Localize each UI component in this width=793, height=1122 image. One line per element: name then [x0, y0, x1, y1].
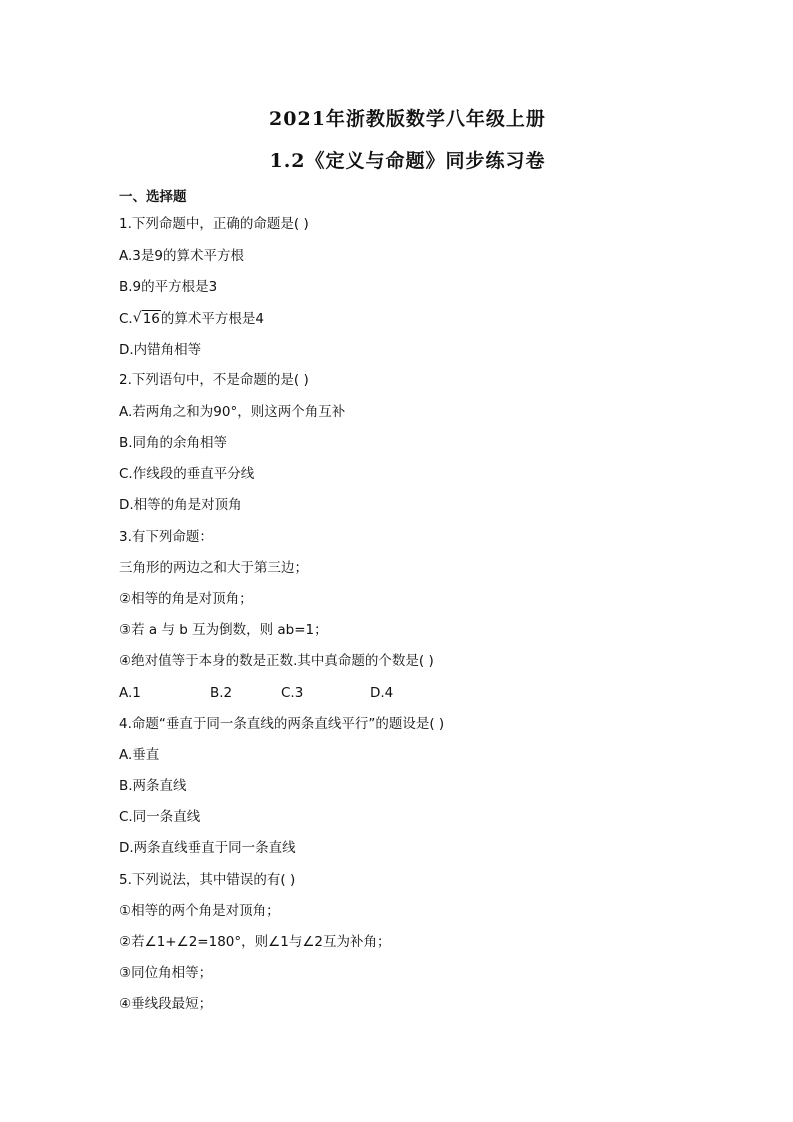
question-2-option-a: A.若两角之和为90°，则这两个角互补	[119, 404, 346, 420]
question-2-stem: 2.下列语句中，不是命题的是( )	[119, 372, 309, 388]
question-3-stem: 3.有下列命题：	[119, 529, 213, 545]
radical-sign: √	[132, 310, 142, 326]
section-heading: 一、选择题	[119, 189, 187, 205]
question-4-option-a: A.垂直	[119, 747, 160, 763]
question-5-statement-1: ①相等的两个角是对顶角；	[119, 903, 280, 919]
question-1-stem: 1.下列命题中，正确的命题是( )	[119, 216, 309, 232]
radicand: 16	[142, 311, 160, 327]
question-5-statement-3: ③同位角相等；	[119, 965, 213, 981]
question-1-option-a: A.3是9的算术平方根	[119, 248, 244, 264]
question-3-option-c: C.3	[281, 685, 304, 701]
question-2-option-b: B.同角的余角相等	[119, 435, 228, 451]
question-1-option-b: B.9的平方根是3	[119, 279, 218, 295]
question-4-stem: 4.命题“垂直于同一条直线的两条直线平行”的题设是( )	[119, 716, 445, 732]
question-3-option-b: B.2	[210, 685, 233, 701]
square-root-expression	[133, 310, 161, 328]
question-3-option-a: A.1	[119, 685, 141, 701]
question-5-statement-2: ②若∠1+∠2=180°，则∠1与∠2互为补角；	[119, 934, 391, 950]
question-4-option-d: D.两条直线垂直于同一条直线	[119, 840, 296, 856]
question-1-option-d: D.内错角相等	[119, 342, 202, 358]
question-5-stem: 5.下列说法，其中错误的有( )	[119, 872, 296, 888]
question-5-statement-4: ④垂线段最短；	[119, 996, 213, 1012]
document-subtitle: 1.2《定义与命题》同步练习卷	[269, 150, 546, 172]
question-3-option-d: D.4	[370, 685, 394, 701]
document-title: 2021年浙教版数学八年级上册	[269, 108, 546, 130]
question-4-option-b: B.两条直线	[119, 778, 187, 794]
question-3-proposition-1: 三角形的两边之和大于第三边；	[119, 560, 308, 576]
question-1-option-c	[119, 310, 264, 328]
question-2-option-c: C.作线段的垂直平分线	[119, 466, 255, 482]
question-3-proposition-4: ④绝对值等于本身的数是正数.其中真命题的个数是( )	[119, 653, 434, 669]
question-3-proposition-2: ②相等的角是对顶角；	[119, 591, 253, 607]
option-c-suffix: 的算术平方根是4	[160, 311, 264, 327]
question-3-proposition-3: ③若 a 与 b 互为倒数，则 ab=1；	[119, 622, 328, 638]
option-c-prefix: C.	[119, 311, 133, 327]
question-2-option-d: D.相等的角是对顶角	[119, 497, 242, 513]
question-4-option-c: C.同一条直线	[119, 809, 201, 825]
